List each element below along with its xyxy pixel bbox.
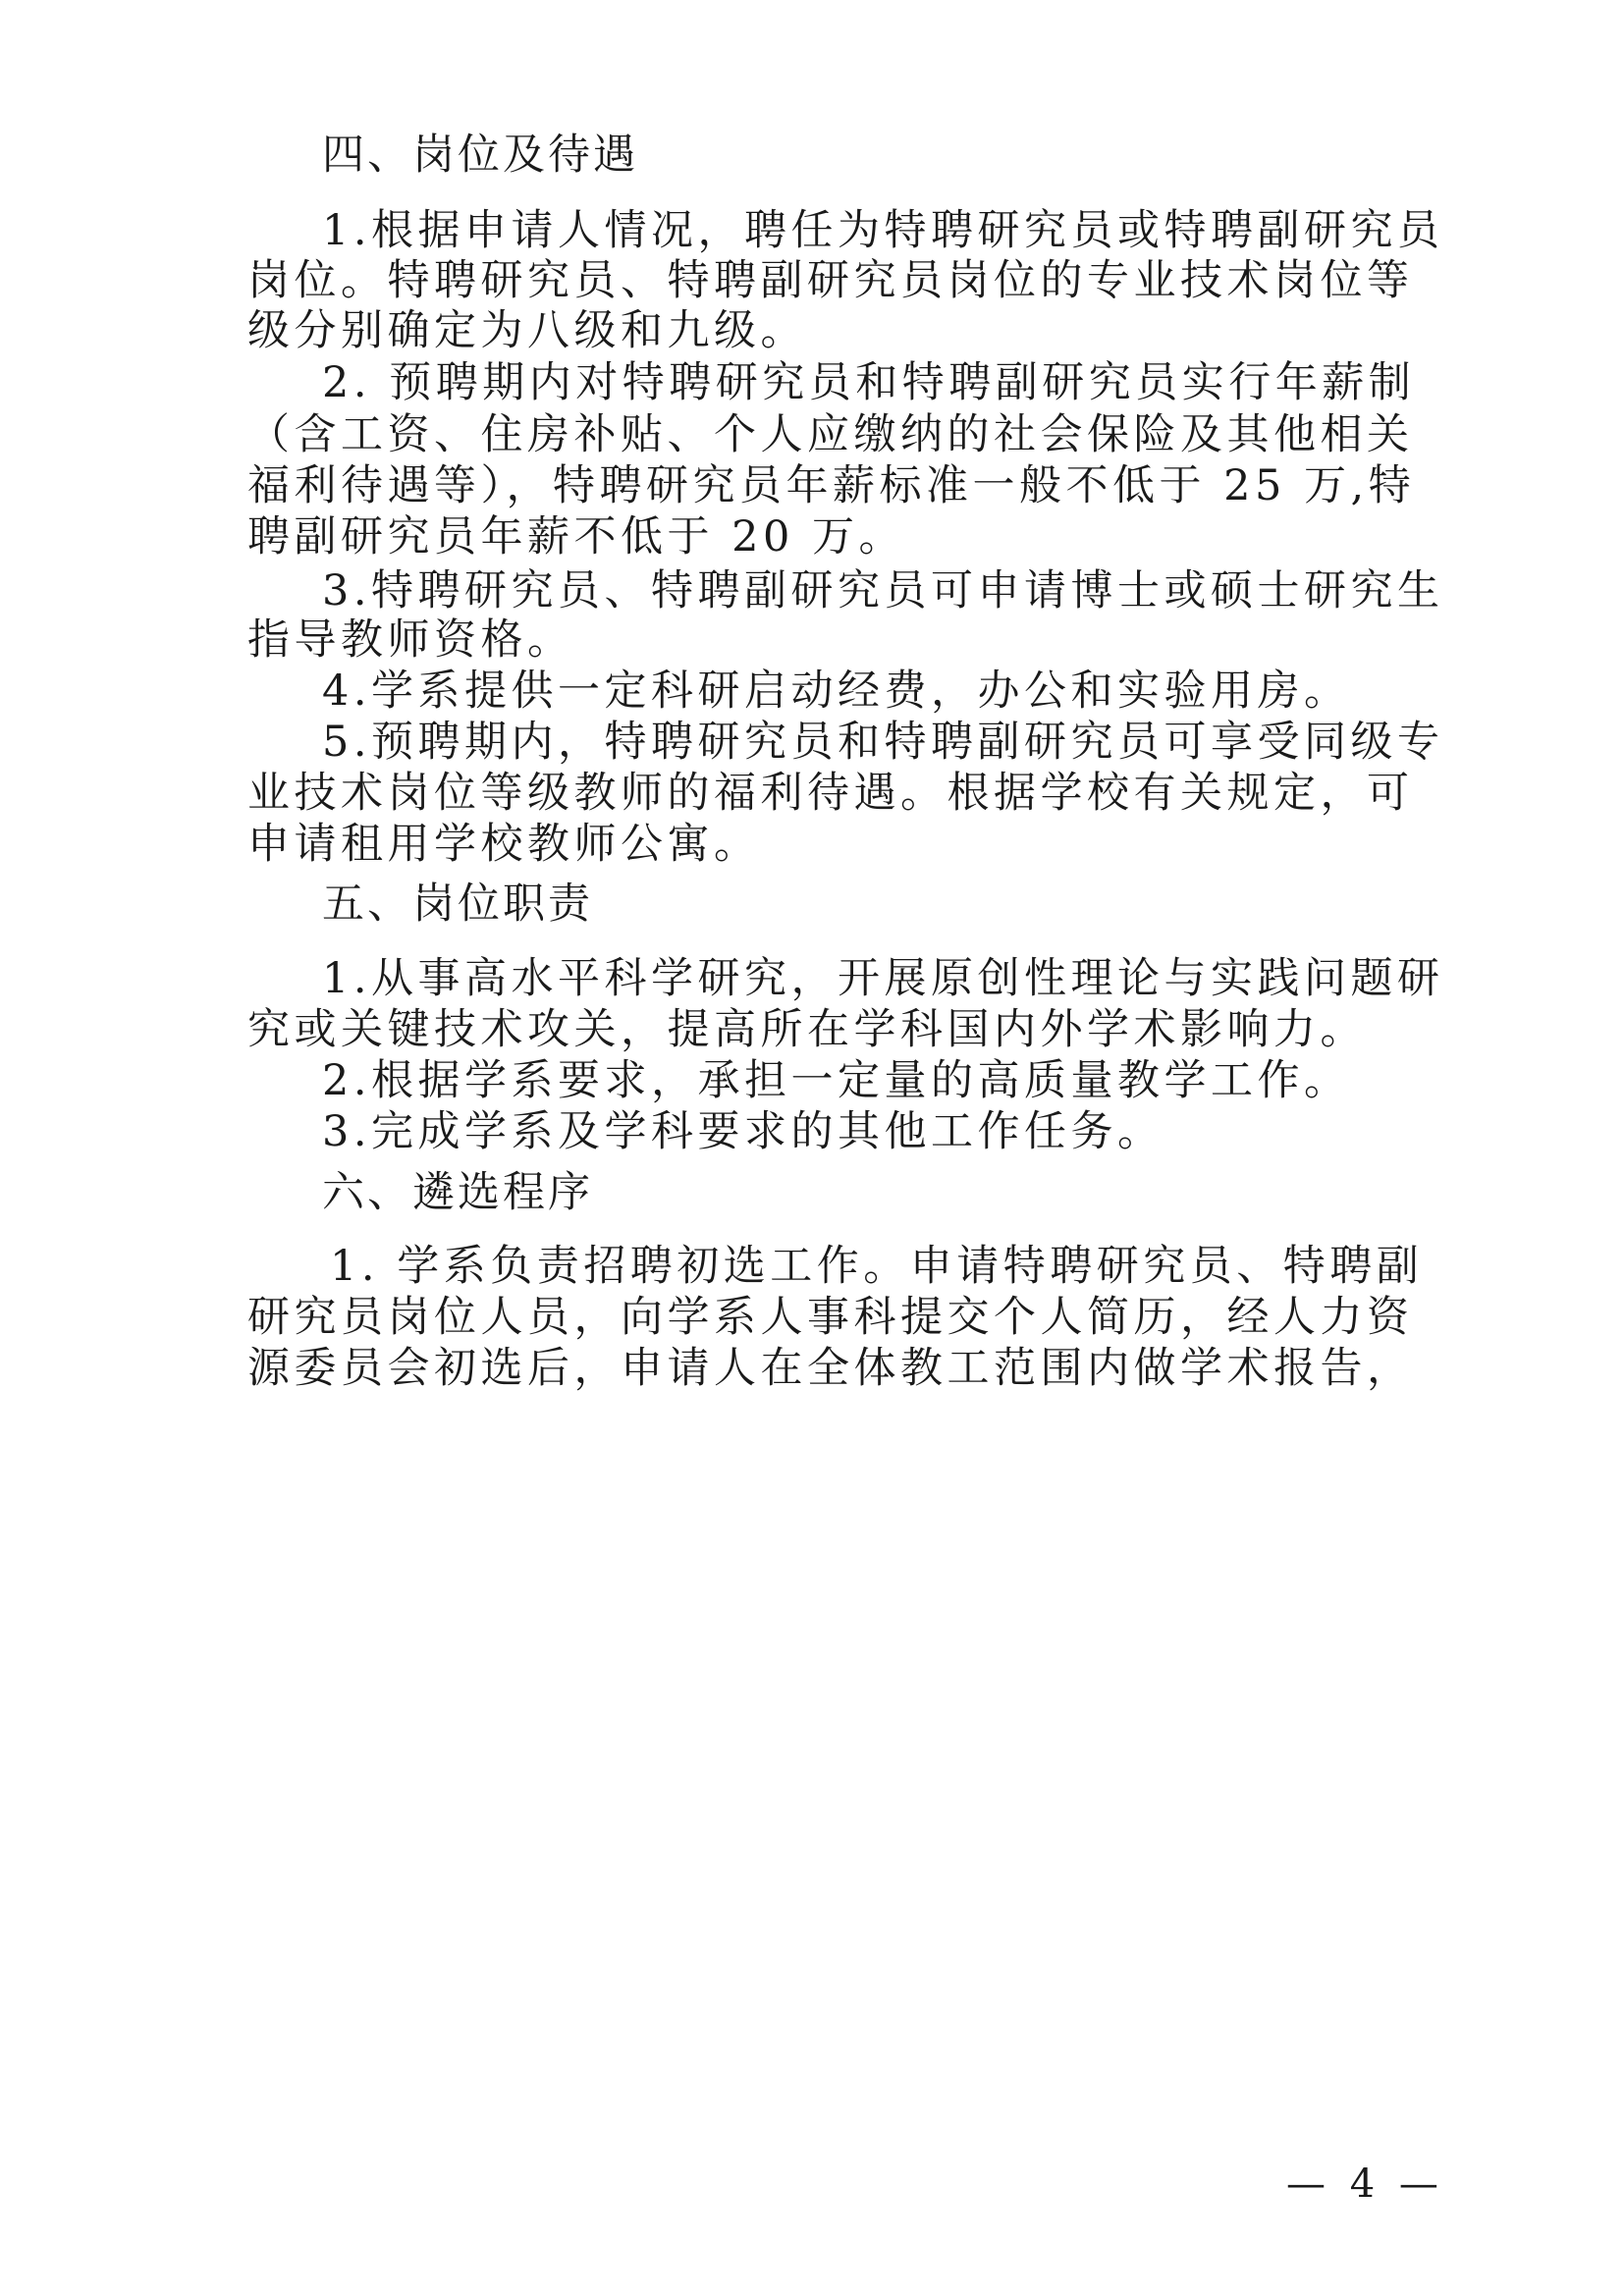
paragraph-line: 3.特聘研究员、特聘副研究员可申请博士或硕士研究生: [322, 566, 1444, 615]
paragraph-line: 5.预聘期内，特聘研究员和特聘副研究员可享受同级专: [322, 718, 1444, 767]
paragraph-line: 研究员岗位人员，向学系人事科提交个人简历，经人力资: [247, 1293, 1414, 1342]
paragraph-line: 业技术岗位等级教师的福利待遇。根据学校有关规定，可: [247, 769, 1414, 818]
paragraph-line: 指导教师资格。: [247, 615, 574, 665]
paragraph-line: 3.完成学系及学科要求的其他工作任务。: [322, 1107, 1164, 1156]
paragraph-line: 级分别确定为八级和九级。: [247, 306, 807, 355]
paragraph-line: 究或关键技术攻关，提高所在学科国内外学术影响力。: [247, 1005, 1367, 1054]
paragraph-line: 源委员会初选后，申请人在全体教工范围内做学术报告，: [247, 1344, 1414, 1393]
page-number: — 4 —: [1286, 2162, 1444, 2207]
paragraph-line: 聘副研究员年薪不低于 20 万。: [247, 512, 906, 561]
paragraph-line: （含工资、住房补贴、个人应缴纳的社会保险及其他相关: [247, 410, 1414, 459]
paragraph-line: 1.从事高水平科学研究，开展原创性理论与实践问题研: [322, 954, 1444, 1003]
section-heading: 四、岗位及待遇: [322, 131, 638, 180]
section-heading: 五、岗位职责: [322, 880, 593, 929]
paragraph-line: 1. 学系负责招聘初选工作。申请特聘研究员、特聘副: [330, 1242, 1424, 1291]
paragraph-line: 2. 预聘期内对特聘研究员和特聘副研究员实行年薪制: [322, 358, 1416, 407]
paragraph-line: 岗位。特聘研究员、特聘副研究员岗位的专业技术岗位等: [247, 256, 1414, 305]
paragraph-line: 2.根据学系要求，承担一定量的高质量教学工作。: [322, 1056, 1351, 1105]
paragraph-line: 1.根据申请人情况，聘任为特聘研究员或特聘副研究员: [322, 206, 1444, 255]
paragraph-line: 申请租用学校教师公寓。: [247, 820, 761, 869]
section-heading: 六、遴选程序: [322, 1168, 593, 1217]
paragraph-line: 4.学系提供一定科研启动经费，办公和实验用房。: [322, 667, 1351, 716]
paragraph-line: 福利待遇等），特聘研究员年薪标准一般不低于 25 万,特: [247, 461, 1416, 510]
